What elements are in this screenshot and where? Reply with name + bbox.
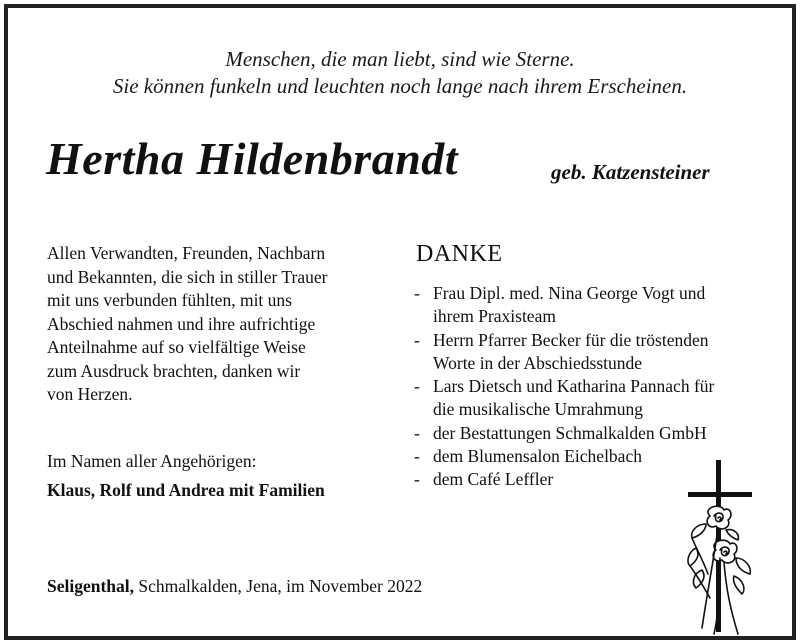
list-item-line: Lars Dietsch und Katharina Pannach für	[433, 376, 715, 397]
dash-bullet: -	[414, 376, 420, 397]
list-item	[414, 445, 714, 468]
place-date-line	[47, 576, 422, 597]
deceased-name: Hertha Hildenbrandt	[46, 133, 459, 184]
list-item-line: Frau Dipl. med. Nina George Vogt und	[433, 283, 706, 303]
dash-bullet: -	[414, 329, 420, 350]
message-line: zum Ausdruck brachten, danken wir	[47, 360, 301, 381]
list-item	[414, 282, 714, 329]
message-line: Anteilnahme auf so vielfältige Weise	[47, 337, 306, 357]
message-line: mit uns verbunden fühlten, mit uns	[47, 290, 292, 310]
message-line: Allen Verwandten, Freunden, Nachbarn	[47, 243, 326, 263]
message-line: und Bekannten, die sich in stiller Trauer	[47, 266, 328, 287]
list-item-line: ihrem Praxisteam	[433, 306, 556, 327]
danke-heading: DANKE	[416, 241, 503, 267]
message-line: Abschied nahmen und ihre aufrichtige	[47, 313, 316, 334]
cross-with-roses-icon	[678, 458, 768, 638]
place-rest: Schmalkalden, Jena, im November 2022	[134, 576, 423, 596]
list-item-line: dem Café Leffler	[433, 469, 554, 490]
dash-bullet: -	[414, 469, 420, 490]
list-item	[414, 375, 714, 422]
list-item	[414, 422, 714, 445]
place-town: Seligenthal,	[47, 576, 135, 596]
signature-names: Klaus, Rolf und Andrea mit Familien	[47, 480, 325, 500]
list-item	[414, 468, 714, 491]
danke-list	[414, 282, 714, 492]
dash-bullet: -	[414, 446, 420, 467]
list-item-line: der Bestattungen Schmalkalden GmbH	[433, 422, 707, 443]
quote-line-2: Sie können funkeln und leuchten noch lange nach ihrem Erscheinen.	[112, 74, 688, 98]
thanks-message	[47, 242, 387, 407]
dash-bullet: -	[414, 283, 420, 303]
list-item-line: Herrn Pfarrer Becker für die tröstenden	[433, 329, 709, 350]
quote-line-1: Menschen, die man liebt, sind wie Sterne.	[225, 47, 575, 71]
dash-bullet: -	[414, 422, 420, 443]
signature-intro: Im Namen aller Angehörigen:	[47, 451, 257, 471]
list-item-line: dem Blumensalon Eichelbach	[433, 446, 642, 467]
birth-name: geb. Katzensteiner	[551, 160, 710, 184]
list-item	[414, 329, 714, 376]
message-line: von Herzen.	[47, 384, 133, 404]
list-item-line: Worte in der Abschiedsstunde	[433, 352, 643, 373]
list-item-line: die musikalische Umrahmung	[433, 399, 643, 420]
